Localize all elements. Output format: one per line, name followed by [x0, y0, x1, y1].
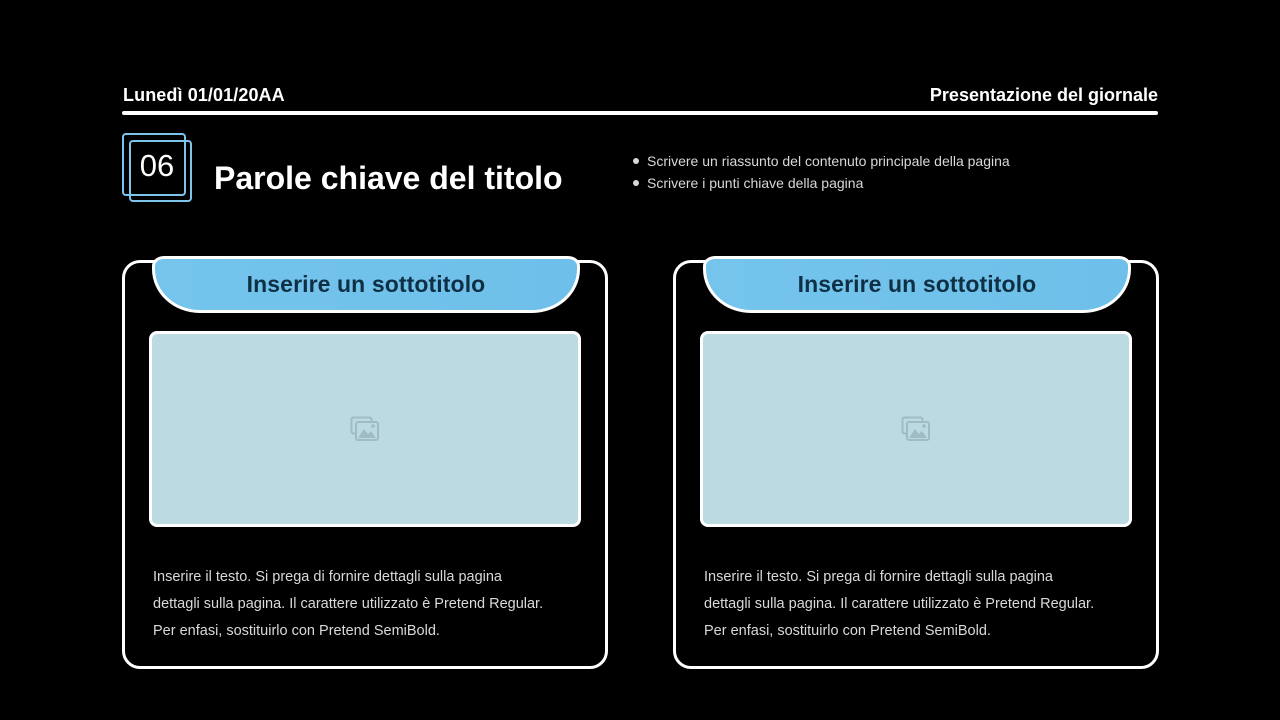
bullet-item — [632, 172, 1010, 194]
page-title: Parole chiave del titolo — [214, 160, 563, 196]
image-placeholder-icon — [350, 416, 380, 442]
image-placeholder[interactable] — [700, 331, 1132, 527]
content-card-right — [673, 260, 1159, 669]
card-text-line: dettagli sulla pagina. Il carattere utilizzato è Pretend Regular. — [153, 596, 544, 612]
card-body-text — [704, 564, 1144, 645]
bullet-dot-icon — [633, 180, 639, 186]
card-text-line: Per enfasi, sostituirlo con Pretend SemiBold. — [153, 623, 440, 639]
section-number: 06 — [139, 148, 175, 183]
image-placeholder[interactable] — [149, 331, 581, 527]
content-card-left — [122, 260, 608, 669]
card-subtitle-tab — [152, 256, 580, 313]
bullet-dot-icon — [633, 158, 639, 164]
header-divider — [122, 111, 1158, 115]
card-text-line: Per enfasi, sostituirlo con Pretend SemiBold. — [704, 623, 991, 639]
summary-bullets — [632, 150, 1010, 194]
header-title: Presentazione del giornale — [929, 85, 1158, 105]
bullet-text: Scrivere un riassunto del contenuto principale della pagina — [647, 153, 1010, 169]
card-subtitle: Inserire un sottotitolo — [797, 271, 1037, 297]
card-body-text — [153, 564, 593, 645]
card-subtitle-tab — [703, 256, 1131, 313]
bullet-item — [632, 150, 1010, 172]
card-text-line: dettagli sulla pagina. Il carattere utilizzato è Pretend Regular. — [704, 596, 1095, 612]
section-number-badge — [122, 133, 194, 205]
card-text-line: Inserire il testo. Si prega di fornire dettagli sulla pagina — [153, 569, 502, 585]
image-placeholder-icon — [901, 416, 931, 442]
card-subtitle: Inserire un sottotitolo — [246, 271, 486, 297]
bullet-text: Scrivere i punti chiave della pagina — [647, 175, 864, 191]
card-text-line: Inserire il testo. Si prega di fornire dettagli sulla pagina — [704, 569, 1053, 585]
header-date: Lunedì 01/01/20AA — [123, 85, 285, 105]
